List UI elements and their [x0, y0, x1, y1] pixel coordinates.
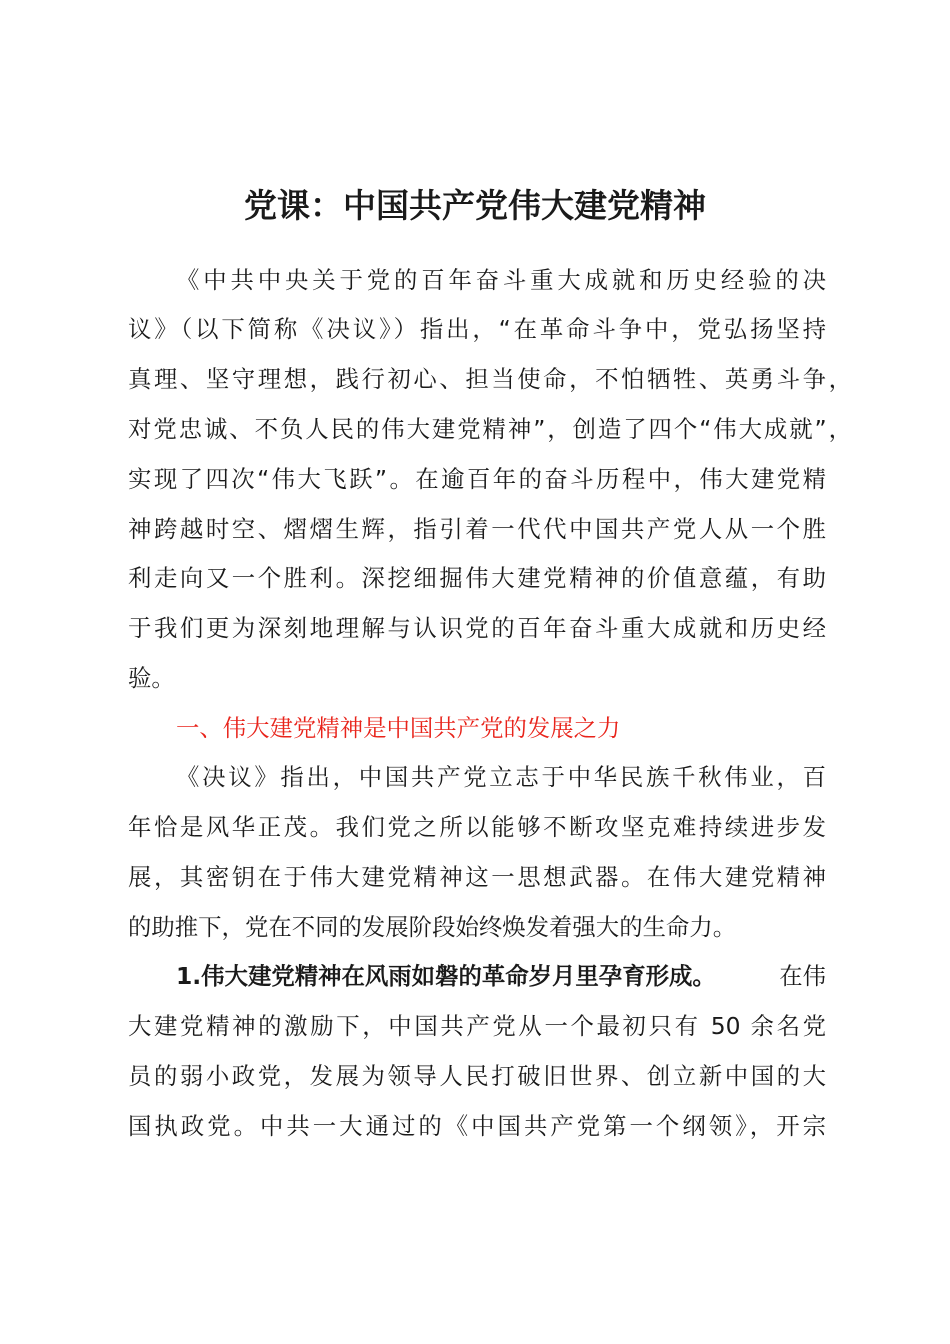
- intro-line-9: 验。: [128, 664, 175, 692]
- document-title: 党课：中国共产党伟大建党精神: [244, 186, 706, 225]
- section1-heading: 一、伟大建党精神是中国共产党的发展之力: [176, 714, 621, 742]
- intro-line-5: 实现了四次“伟大飞跃”。在逾百年的奋斗历程中，伟大建党精: [128, 465, 826, 493]
- intro-line-1: 《中共中央关于党的百年奋斗重大成就和历史经验的决: [176, 266, 826, 294]
- point1-line-4: 国执政党。中共一大通过的《中国共产党第一个纲领》，开宗: [128, 1112, 826, 1140]
- section1-line-1: 《决议》指出，中国共产党立志于中华民族千秋伟业，百: [176, 763, 826, 791]
- point1-bold-lead: 1.伟大建党精神在风雨如磐的革命岁月里孕育形成。: [176, 962, 716, 990]
- intro-line-7: 利走向又一个胜利。深挖细掘伟大建党精神的价值意蕴，有助: [128, 564, 826, 592]
- section1-line-3: 展，其密钥在于伟大建党精神这一思想武器。在伟大建党精神: [128, 863, 826, 891]
- intro-line-2: 议》（以下简称《决议》）指出，“在革命斗争中，党弘扬坚持: [128, 315, 826, 343]
- point1-line-3: 员的弱小政党，发展为领导人民打破旧世界、创立新中国的大: [128, 1062, 826, 1090]
- point1-first-rest: 在伟: [779, 962, 826, 990]
- section1-line-2: 年恰是风华正茂。我们党之所以能够不断攻坚克难持续进步发: [128, 813, 826, 841]
- intro-line-4: 对党忠诚、不负人民的伟大建党精神”，创造了四个“伟大成就”，: [128, 415, 852, 443]
- intro-line-8: 于我们更为深刻地理解与认识党的百年奋斗重大成就和历史经: [128, 614, 826, 642]
- point1-first-line: [176, 960, 826, 992]
- section1-line-4: 的助推下，党在不同的发展阶段始终焕发着强大的生命力。: [128, 913, 737, 941]
- intro-line-3: 真理、坚守理想，践行初心、担当使命，不怕牺牲、英勇斗争，: [128, 365, 852, 393]
- point1-line-2: 大建党精神的激励下，中国共产党从一个最初只有 50 余名党: [128, 1012, 826, 1040]
- intro-line-6: 神跨越时空、熠熠生辉，指引着一代代中国共产党人从一个胜: [128, 515, 826, 543]
